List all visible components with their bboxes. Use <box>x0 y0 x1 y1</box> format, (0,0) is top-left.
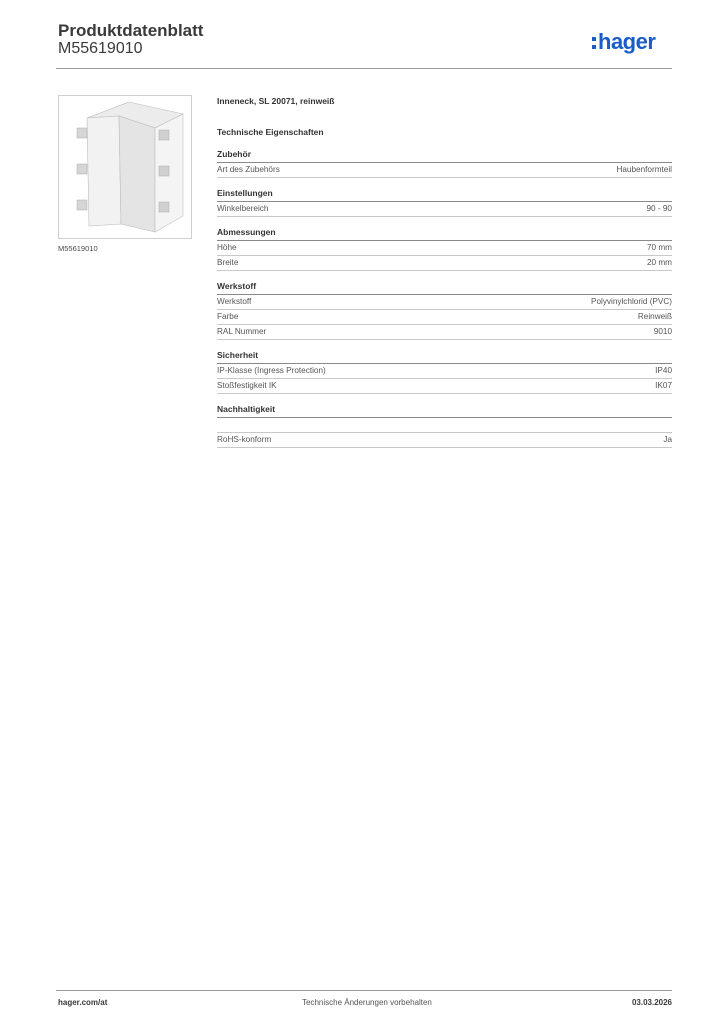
spec-value: 70 mm <box>646 243 672 252</box>
spec-row <box>217 256 672 271</box>
spec-label: Farbe <box>217 312 239 321</box>
footer-date: 03.03.2026 <box>631 998 672 1007</box>
spec-label: Winkelbereich <box>217 204 269 213</box>
spec-label: RoHS-konform <box>217 435 272 444</box>
spec-group-zubehoer <box>217 149 672 178</box>
spec-value: IP40 <box>655 366 672 375</box>
spec-group-abmessungen <box>217 227 672 271</box>
spec-label: Breite <box>217 258 239 267</box>
spec-group-werkstoff <box>217 281 672 340</box>
spec-label: RAL Nummer <box>217 327 267 336</box>
spec-row <box>217 433 672 448</box>
footer-divider <box>56 990 672 991</box>
spec-value: 90 - 90 <box>646 204 672 213</box>
spec-row <box>217 379 672 394</box>
spec-label: Werkstoff <box>217 297 252 306</box>
spec-value: 20 mm <box>646 258 672 267</box>
group-title: Einstellungen <box>217 188 672 202</box>
spec-group-sicherheit <box>217 350 672 394</box>
spec-value: Ja <box>663 435 672 444</box>
specifications <box>217 96 672 458</box>
spec-row <box>217 310 672 325</box>
spec-group-einstellungen <box>217 188 672 217</box>
group-title: Nachhaltigkeit <box>217 404 672 418</box>
spec-label: Stoßfestigkeit IK <box>217 381 277 390</box>
spec-row <box>217 241 672 256</box>
svg-text:hager: hager <box>598 29 656 54</box>
hager-logo <box>592 28 676 56</box>
spec-value: Reinweiß <box>637 312 672 321</box>
spec-label: Art des Zubehörs <box>217 165 280 174</box>
spec-value: Haubenformteil <box>616 165 672 174</box>
group-title: Abmessungen <box>217 227 672 241</box>
spec-value: IK07 <box>655 381 672 390</box>
spec-value: 9010 <box>653 327 672 336</box>
spec-row <box>217 325 672 340</box>
spec-row <box>217 418 672 433</box>
product-name: Inneneck, SL 20071, reinweiß <box>217 96 335 106</box>
spec-label: IP-Klasse (Ingress Protection) <box>217 366 326 375</box>
spec-row <box>217 202 672 217</box>
spec-row <box>217 295 672 310</box>
group-title: Sicherheit <box>217 350 672 364</box>
product-image <box>58 95 192 239</box>
page-title: Produktdatenblatt <box>58 21 204 40</box>
section-title: Technische Eigenschaften <box>217 127 324 137</box>
header-divider <box>56 68 672 69</box>
spec-row <box>217 364 672 379</box>
footer-website-link[interactable]: hager.com/at <box>58 998 108 1007</box>
footer-notice: Technische Änderungen vorbehalten <box>302 998 432 1007</box>
spec-group-nachhaltigkeit <box>217 404 672 448</box>
group-title: Zubehör <box>217 149 672 163</box>
group-title: Werkstoff <box>217 281 672 295</box>
spec-value: Polyvinylchlorid (PVC) <box>591 297 672 306</box>
image-caption: M55619010 <box>58 244 98 253</box>
spec-row <box>217 163 672 178</box>
spec-label: Höhe <box>217 243 237 252</box>
article-number: M55619010 <box>58 40 143 57</box>
